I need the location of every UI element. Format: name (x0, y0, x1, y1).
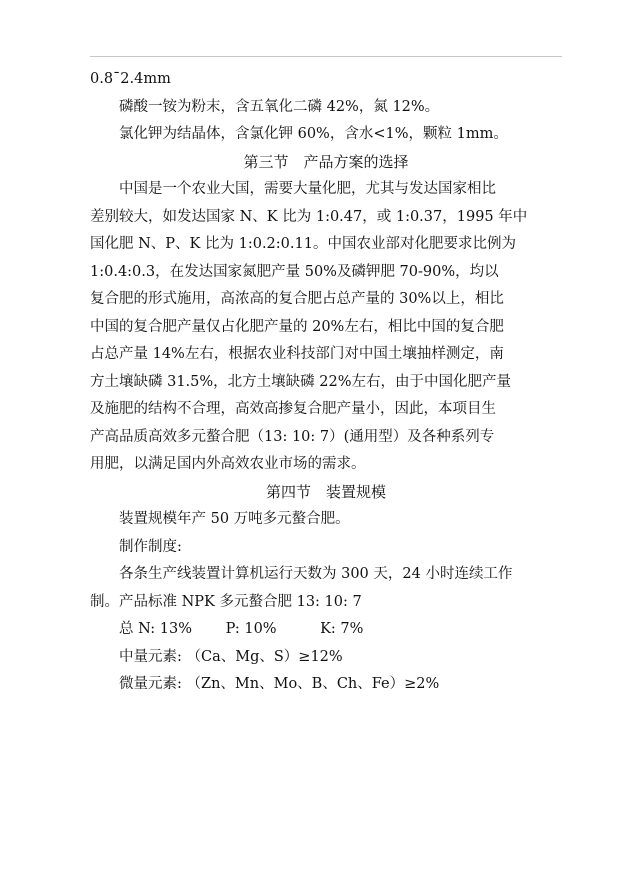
text-line: 磷酸一铵为粉末，含五氧化二磷 42%，氮 12%。 (119, 98, 440, 115)
text-line: 中量元素: （Ca、Mg、S）≥12% (119, 648, 343, 665)
text-line: 产高品质高效多元螯合肥（13: 10: 7）(通用型）及各种系列专 (90, 428, 495, 445)
header-rule (90, 56, 562, 57)
text-line: 制。产品标准 NPK 多元螯合肥 13: 10: 7 (90, 593, 362, 610)
text-line: 0.8¯2.4mm (90, 71, 171, 87)
text-line: 用肥，以满足国内外高效农业市场的需求。 (90, 456, 366, 472)
text-line: 方土壤缺磷 31.5%，北方土壤缺磷 22%左右，由于中国化肥产量 (90, 373, 512, 390)
text-line: 1:0.4:0.3，在发达国家氮肥产量 50%及磷钾肥 70-90%，均以 (90, 263, 499, 280)
document-body (90, 66, 562, 699)
text-line: 各条生产线装置计算机运行天数为 300 天，24 小时连续工作 (119, 566, 513, 582)
text-line: 复合肥的形式施用，高浓高的复合肥占总产量的 30%以上，相比 (90, 291, 504, 307)
text-line: 中国是一个农业大国，需要大量化肥，尤其与发达国家相比 (119, 181, 496, 197)
text-line: 占总产量 14%左右，根据农业科技部门对中国土壤抽样测定，南 (90, 346, 504, 362)
text-line: 中国的复合肥产量仅占化肥产量的 20%左右，相比中国的复合肥 (90, 318, 504, 335)
text-line: 总 N: 13% P: 10% K: 7% (119, 621, 364, 637)
text-line: 装置规模年产 50 万吨多元螯合肥。 (119, 511, 350, 527)
text-line: 微量元素: （Zn、Mn、Mo、B、Ch、Fe）≥2% (119, 676, 440, 692)
text-line: 差别较大，如发达国家 N、K 比为 1:0.47，或 1:0.37，1995 年中 (90, 208, 528, 225)
text-line: 国化肥 N、P、K 比为 1:0.2:0.11。中国农业部对化肥要求比例为 (90, 236, 516, 252)
section-heading: 第四节 装置规模 (265, 482, 386, 501)
text-line: 氯化钾为结晶体，含氯化钾 60%，含水<1%，颗粒 1mm。 (119, 126, 508, 142)
text-line: 制作制度: (119, 538, 182, 555)
text-line: 及施肥的结构不合理，高效高掺复合肥产量小，因此，本项目生 (90, 401, 496, 417)
section-heading: 第三节 产品方案的选择 (243, 152, 409, 171)
